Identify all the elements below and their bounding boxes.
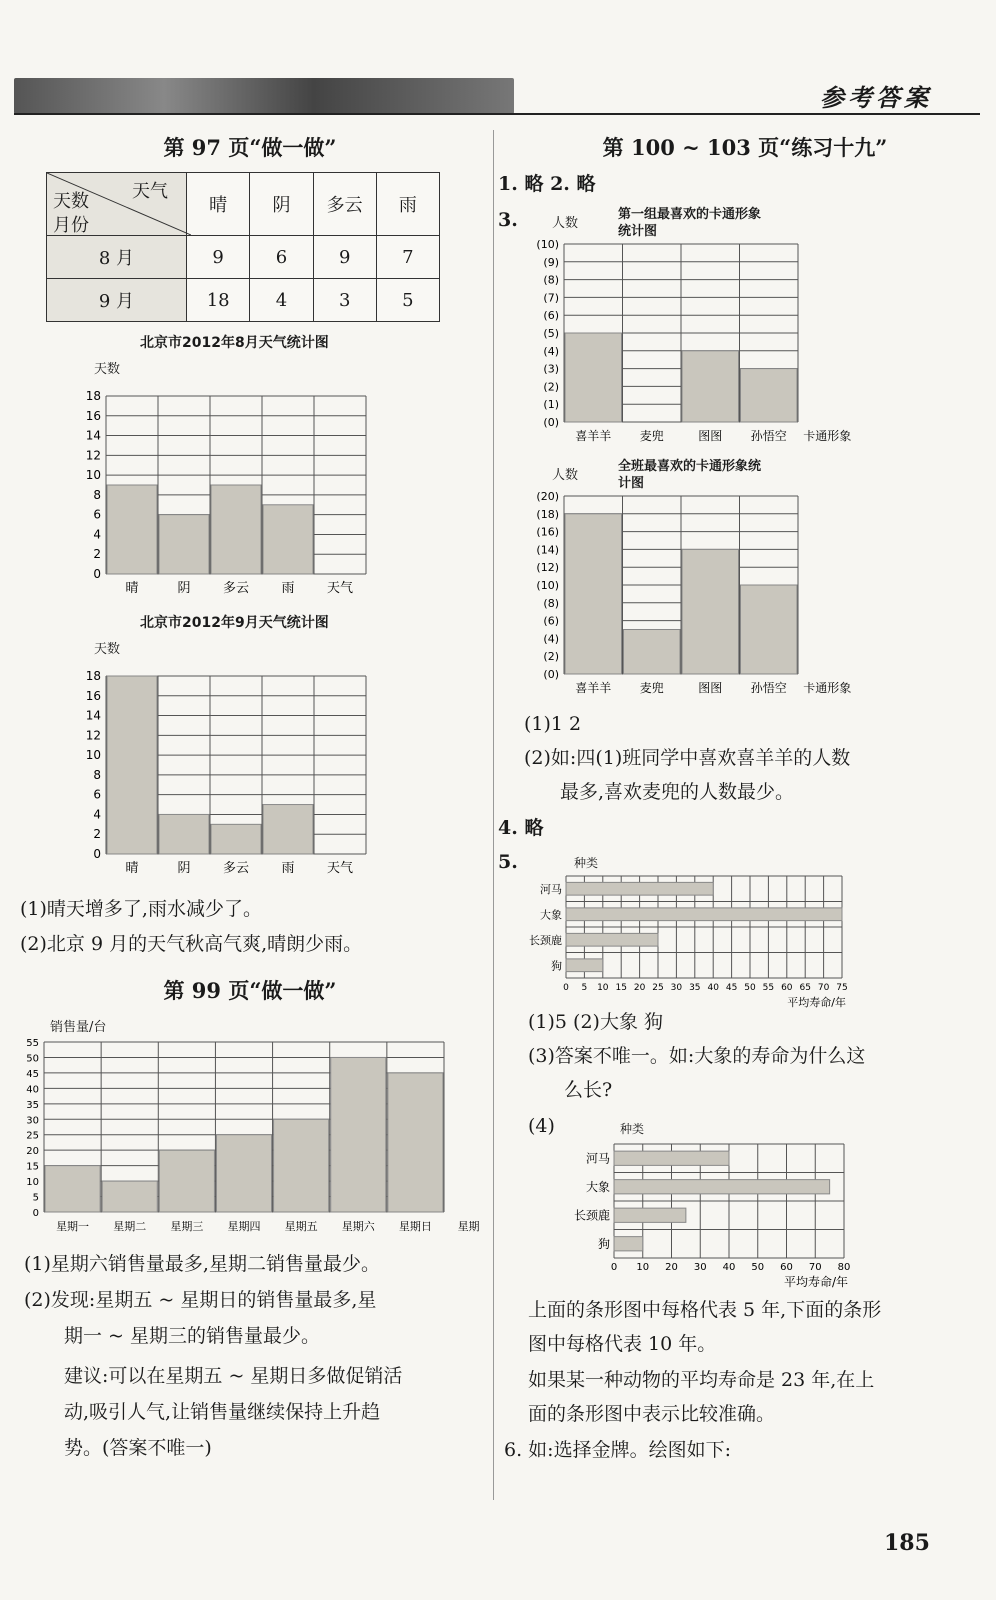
bar (211, 824, 261, 854)
x-tick-label: 5 (581, 983, 588, 993)
question-number: 3. (498, 209, 518, 231)
y-tick-label: (3) (543, 362, 559, 376)
y-tick-label: 2 (93, 827, 101, 842)
x-tick-label: 80 (837, 1262, 851, 1273)
x-axis-label: 天气 (326, 861, 354, 876)
x-tick-label: 星期三 (170, 1220, 204, 1233)
y-tick-label: (6) (543, 309, 559, 323)
table-corner-cell (47, 173, 187, 236)
table-cell: 3 (313, 279, 376, 322)
answer-text: 动,吸引人气,让销售量继续保持上升趋 (64, 1401, 381, 1423)
y-tick-label: 12 (85, 728, 101, 743)
bar (159, 515, 209, 574)
bar (263, 805, 313, 854)
bar (741, 585, 798, 674)
bar (566, 882, 713, 895)
y-tick-label: (5) (543, 327, 559, 340)
header-decoration (14, 78, 514, 114)
y-tick-label: (10) (536, 238, 559, 251)
y-tick-label: (8) (543, 273, 559, 287)
x-tick-label: 60 (780, 1262, 793, 1273)
x-tick-label: 35 (689, 983, 701, 993)
answer-text: 建议:可以在星期五 ~ 星期日多做促销活 (64, 1365, 403, 1387)
y-tick-label: (2) (543, 380, 559, 394)
x-tick-label: 15 (615, 983, 627, 993)
y-tick-label: 18 (85, 389, 101, 403)
x-tick-label: 孙悟空 (750, 681, 787, 695)
x-tick-label: 10 (636, 1262, 650, 1273)
y-tick-label: 50 (26, 1053, 39, 1065)
y-tick-label: (6) (543, 614, 559, 628)
x-tick-label: 0 (610, 1262, 618, 1273)
answer-text: 上面的条形图中每格代表 5 年,下面的条形 (528, 1299, 882, 1321)
y-tick-label: 35 (26, 1099, 39, 1111)
chart-september-weather (70, 656, 430, 886)
x-tick-label: 65 (799, 983, 811, 993)
bar (211, 485, 261, 574)
weather-table (46, 172, 440, 322)
corner-weather-label: 天气 (131, 181, 168, 202)
x-tick-label: 图图 (698, 429, 723, 443)
y-tick-label: 4 (93, 527, 101, 542)
y-tick-label: 6 (93, 787, 101, 802)
x-axis-label: 平均寿命/年 (783, 1275, 848, 1288)
x-tick-label: 多云 (222, 581, 250, 596)
answer-text: 1. 略 2. 略 (498, 173, 596, 195)
corner-month-label: 月份 (53, 215, 89, 236)
x-tick-label: 25 (652, 983, 664, 993)
chart-ylabel: 种类 (620, 1122, 645, 1136)
y-tick-label: 10 (85, 748, 101, 763)
section-title-p97: 第 97 页“做一做” (163, 135, 337, 160)
bar (102, 1181, 157, 1212)
answer-text: (1)晴天增多了,雨水减少了。 (20, 898, 262, 920)
bar (614, 1208, 686, 1222)
x-tick-label: 20 (633, 983, 646, 993)
y-tick-label: 15 (26, 1161, 39, 1173)
y-tick-label: 14 (85, 708, 101, 723)
bar (614, 1180, 830, 1194)
y-tick-label: 长颈鹿 (529, 933, 562, 947)
y-tick-label: 18 (85, 669, 101, 683)
answer-text: (1)星期六销售量最多,星期二销售量最少。 (24, 1253, 380, 1275)
bar (566, 959, 603, 972)
y-tick-label: (8) (543, 596, 559, 610)
y-tick-label: 5 (32, 1192, 39, 1204)
table-row-label: 9 月 (47, 279, 187, 322)
table-cell: 18 (186, 279, 249, 322)
y-tick-label: 16 (85, 408, 101, 423)
header-rule (14, 113, 980, 115)
chart-ylabel: 人数 (552, 216, 579, 231)
x-tick-label: 70 (817, 983, 830, 993)
x-tick-label: 40 (722, 1262, 736, 1273)
bar (388, 1073, 443, 1212)
chart-ylabel: 销售量/台 (50, 1020, 107, 1035)
x-axis-label: 平均寿命/年 (787, 996, 846, 1009)
bar (614, 1237, 643, 1251)
y-tick-label: (10) (536, 579, 559, 592)
y-tick-label: 8 (93, 767, 101, 782)
x-tick-label: 星期一 (56, 1220, 90, 1233)
x-tick-label: 雨 (281, 581, 295, 596)
bar (263, 505, 313, 574)
bar (216, 1135, 271, 1212)
x-tick-label: 45 (725, 983, 738, 993)
x-tick-label: 60 (781, 983, 793, 993)
section-title-p99: 第 99 页“做一做” (163, 978, 337, 1003)
chart-title-september: 北京市2012年9月天气统计图 (140, 615, 329, 631)
y-tick-label: (14) (536, 543, 559, 557)
y-tick-label: (20) (536, 490, 559, 503)
x-tick-label: 0 (563, 983, 569, 993)
answer-text: (2)发现:星期五 ~ 星期日的销售量最多,星 (24, 1289, 377, 1311)
answer-text: 最多,喜欢麦兜的人数最少。 (560, 781, 795, 803)
x-tick-label: 晴 (125, 581, 139, 596)
bar (614, 1151, 729, 1165)
answer-text: (1)5 (2)大象 狗 (528, 1011, 663, 1033)
answer-text: 面的条形图中表示比较准确。 (528, 1403, 776, 1425)
y-tick-label: 12 (85, 448, 101, 463)
table-cell: 9 (313, 236, 376, 279)
y-tick-label: 20 (26, 1146, 39, 1158)
chart-ylabel: 天数 (94, 362, 121, 377)
y-tick-label: 河马 (585, 1151, 610, 1166)
y-tick-label: 8 (93, 487, 101, 502)
answer-text: (2)如:四(1)班同学中喜欢喜羊羊的人数 (524, 747, 851, 769)
table-header-cell: 晴 (186, 173, 249, 236)
x-tick-label: 50 (744, 983, 756, 993)
y-tick-label: 大象 (540, 908, 562, 922)
chart-weekly-sales (18, 1030, 480, 1240)
x-tick-label: 75 (836, 983, 848, 993)
y-tick-label: 长颈鹿 (573, 1208, 610, 1223)
bar (274, 1119, 329, 1212)
bar (107, 485, 157, 574)
section-title-p100: 第 100 ~ 103 页“练习十九” (602, 135, 888, 160)
bar (565, 514, 622, 674)
answer-text: (4) (528, 1115, 555, 1137)
chart-group-cartoon (520, 236, 870, 448)
table-cell: 9 (186, 236, 249, 279)
x-axis-label: 星期 (457, 1220, 480, 1233)
table-cell: 7 (376, 236, 439, 279)
y-tick-label: 0 (93, 847, 101, 861)
table-cell: 6 (250, 236, 313, 279)
chart-ylabel: 天数 (94, 642, 121, 657)
chart-lifespan-10yr (560, 1138, 890, 1288)
x-tick-label: 阴 (177, 861, 191, 876)
x-tick-label: 10 (597, 983, 609, 993)
y-tick-label: 0 (93, 567, 101, 581)
table-header-cell: 雨 (376, 173, 439, 236)
answer-text: 期一 ~ 星期三的销售量最少。 (64, 1325, 320, 1347)
bar (45, 1166, 100, 1212)
bar (331, 1057, 386, 1212)
table-header-cell: 阴 (250, 173, 313, 236)
x-tick-label: 阴 (177, 581, 191, 596)
x-tick-label: 孙悟空 (750, 429, 787, 443)
y-tick-label: 16 (85, 688, 101, 703)
y-tick-label: 25 (26, 1130, 39, 1142)
x-axis-label: 卡通形象 (803, 429, 852, 443)
page-number: 185 (884, 1530, 930, 1556)
x-tick-label: 喜羊羊 (575, 429, 612, 443)
chart-ylabel: 人数 (552, 468, 579, 483)
x-tick-label: 50 (751, 1262, 765, 1273)
answer-text: 如果某一种动物的平均寿命是 23 年,在上 (528, 1369, 875, 1391)
y-tick-label: (12) (536, 561, 559, 575)
y-tick-label: 河马 (540, 882, 562, 896)
y-tick-label: (2) (543, 650, 559, 664)
y-tick-label: 10 (85, 468, 101, 483)
x-axis-label: 卡通形象 (803, 681, 852, 695)
answer-text: (3)答案不唯一。如:大象的寿命为什么这 (528, 1045, 866, 1067)
y-tick-label: 大象 (585, 1179, 610, 1194)
x-tick-label: 星期二 (113, 1220, 147, 1233)
y-tick-label: 14 (85, 428, 101, 443)
x-tick-label: 麦兜 (639, 429, 664, 443)
chart-lifespan-5yr (520, 870, 890, 1010)
question-number: 5. (498, 851, 518, 873)
bar (107, 676, 157, 854)
table-header-cell: 多云 (313, 173, 376, 236)
answer-text: (1)1 2 (524, 713, 582, 735)
x-tick-label: 晴 (125, 861, 139, 876)
y-tick-label: 狗 (551, 959, 562, 973)
table-cell: 5 (376, 279, 439, 322)
y-tick-label: 0 (32, 1208, 39, 1219)
x-tick-label: 30 (670, 983, 683, 993)
y-tick-label: 40 (26, 1084, 39, 1096)
y-tick-label: 45 (26, 1068, 39, 1080)
answer-text: 4. 略 (498, 817, 544, 839)
answer-text: (2)北京 9 月的天气秋高气爽,晴朗少雨。 (20, 933, 363, 955)
y-tick-label: (4) (543, 344, 559, 358)
bar (682, 351, 739, 422)
chart-august-weather (70, 376, 430, 606)
bar (741, 369, 798, 422)
y-tick-label: (18) (536, 507, 559, 521)
bar (159, 814, 209, 854)
chart-title-august: 北京市2012年8月天气统计图 (140, 335, 329, 351)
x-tick-label: 喜羊羊 (575, 681, 612, 695)
y-tick-label: (4) (543, 632, 559, 646)
y-tick-label: (7) (543, 291, 559, 305)
y-tick-label: 狗 (597, 1236, 610, 1251)
x-tick-label: 雨 (281, 861, 295, 876)
bar (566, 908, 842, 921)
y-tick-label: (0) (543, 668, 559, 681)
bar (565, 333, 622, 422)
x-tick-label: 多云 (222, 861, 250, 876)
table-cell: 4 (250, 279, 313, 322)
x-tick-label: 70 (808, 1262, 822, 1273)
column-divider (493, 130, 494, 1500)
bar (624, 630, 681, 675)
y-tick-label: (9) (543, 255, 559, 269)
answer-text: 势。(答案不唯一) (64, 1437, 212, 1459)
chart-title-group: 第一组最喜欢的卡通形象统计图 (618, 207, 762, 239)
bar (159, 1150, 214, 1212)
y-tick-label: (0) (543, 416, 559, 429)
y-tick-label: 6 (93, 507, 101, 522)
chart-ylabel: 种类 (574, 856, 599, 870)
x-tick-label: 星期五 (284, 1220, 318, 1233)
chart-title-class: 全班最喜欢的卡通形象统计图 (618, 459, 762, 491)
answer-text: 么长? (564, 1079, 613, 1101)
bar (566, 933, 658, 946)
table-row (47, 236, 440, 279)
x-tick-label: 55 (762, 983, 775, 993)
y-tick-label: 2 (93, 547, 101, 562)
x-tick-label: 星期四 (227, 1220, 261, 1233)
y-tick-label: 10 (26, 1177, 39, 1189)
x-tick-label: 20 (665, 1262, 678, 1273)
answer-text: 6. 如:选择金牌。绘图如下: (504, 1439, 731, 1461)
table-row (47, 279, 440, 322)
x-tick-label: 图图 (698, 681, 723, 695)
x-tick-label: 30 (693, 1262, 707, 1273)
answer-text: 图中每格代表 10 年。 (528, 1333, 717, 1355)
y-tick-label: 4 (93, 807, 101, 822)
x-tick-label: 40 (707, 983, 719, 993)
table-row-label: 8 月 (47, 236, 187, 279)
x-tick-label: 麦兜 (639, 681, 664, 695)
header-title: 参考答案 (820, 83, 932, 112)
x-axis-label: 天气 (326, 581, 354, 596)
y-tick-label: (1) (543, 398, 559, 412)
x-tick-label: 星期日 (398, 1220, 432, 1233)
chart-class-cartoon (520, 488, 870, 700)
x-tick-label: 星期六 (341, 1220, 375, 1233)
y-tick-label: 30 (26, 1115, 39, 1127)
y-tick-label: 55 (26, 1038, 39, 1049)
corner-days-label: 天数 (53, 191, 89, 212)
y-tick-label: (16) (536, 525, 559, 539)
bar (682, 549, 739, 674)
